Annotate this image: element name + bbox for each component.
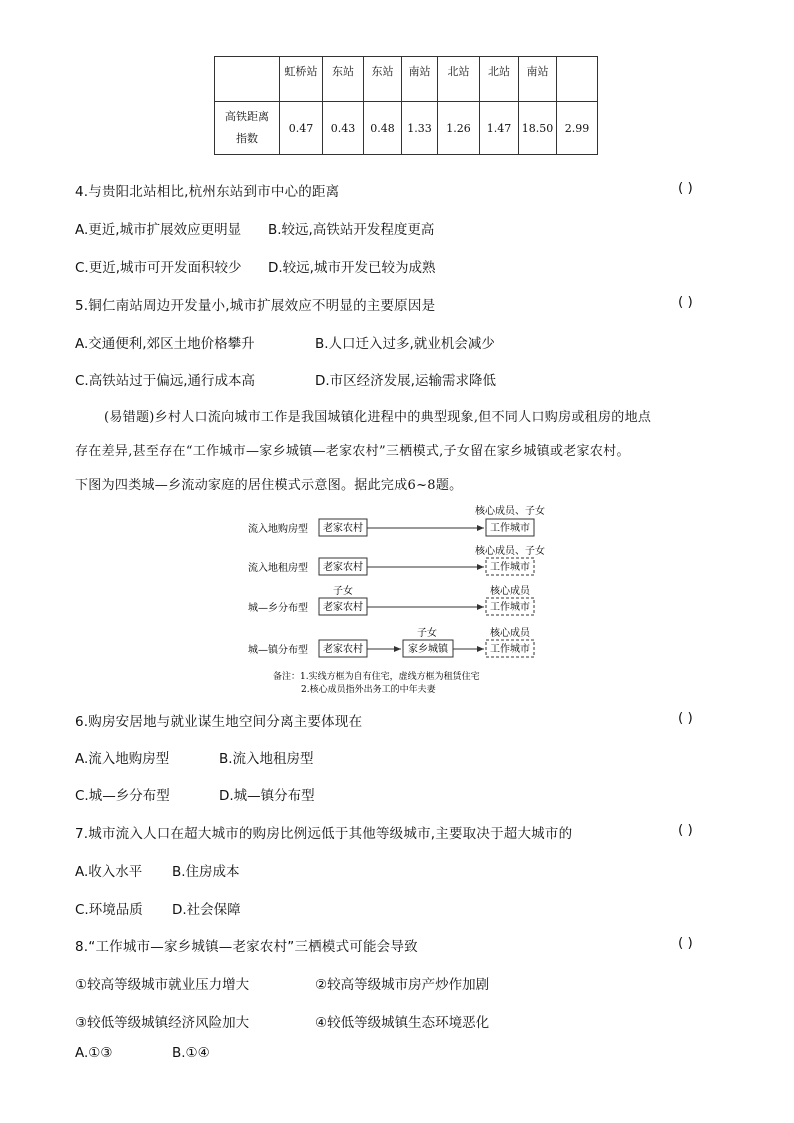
option-d: D.市区经济发展,运输需求降低 <box>315 373 496 389</box>
members-label: 子女 <box>333 586 353 597</box>
option-a: A.收入水平 <box>75 864 143 880</box>
option-c: C.高铁站过于偏远,通行成本高 <box>75 373 256 389</box>
option-b: B.人口迁入过多,就业机会减少 <box>315 336 495 352</box>
table-cell: 1.47 <box>480 102 519 155</box>
box-label: 工作城市 <box>490 523 530 534</box>
diagram-row-label: 城—镇分布型 <box>248 645 308 656</box>
diagram-note: 备注：1.实线方框为自有住宅，虚线方框为租赁住宅 <box>273 672 480 682</box>
distance-index-table <box>214 56 598 155</box>
option-b: B.①④ <box>172 1045 210 1061</box>
members-label: 子女 <box>417 628 437 639</box>
row-label-line: 高铁距离 <box>225 110 269 123</box>
answer-blank: ( ) <box>678 935 693 951</box>
table-header-cell <box>557 57 598 102</box>
answer-blank: ( ) <box>678 822 693 838</box>
answer-blank: ( ) <box>678 294 693 310</box>
table-cell: 0.43 <box>323 102 364 155</box>
answer-blank: ( ) <box>678 710 693 726</box>
question-7-stem: 7.城市流入人口在超大城市的购房比例远低于其他等级城市,主要取决于超大城市的 <box>75 826 573 842</box>
residence-pattern-diagram <box>240 500 560 700</box>
option-d: D.城—镇分布型 <box>219 788 315 804</box>
box-label: 老家农村 <box>323 523 363 534</box>
question-4-stem: 4.与贵阳北站相比,杭州东站到市中心的距离 <box>75 184 340 200</box>
option-b: B.住房成本 <box>172 864 240 880</box>
option-c: C.城—乡分布型 <box>75 788 170 804</box>
box-label: 老家农村 <box>323 562 363 573</box>
table-header-cell: 南站 <box>402 57 438 102</box>
question-8-stem: 8.“工作城市—家乡城镇—老家农村”三栖模式可能会导致 <box>75 939 418 955</box>
table-cell: 1.33 <box>402 102 438 155</box>
diagram-row-label: 流入地租房型 <box>248 563 308 574</box>
option-c: C.环境品质 <box>75 902 143 918</box>
box-label: 工作城市 <box>490 602 530 613</box>
passage-line: 存在差异,甚至存在“工作城市—家乡城镇—老家农村”三栖模式,子女留在家乡城镇或老家农村。 <box>75 444 630 459</box>
box-label: 工作城市 <box>490 562 530 573</box>
table-cell: 18.50 <box>519 102 557 155</box>
diagram-row-label: 流入地购房型 <box>248 524 308 535</box>
table-header-cell: 东站 <box>364 57 402 102</box>
members-label: 核心成员 <box>490 586 530 597</box>
table-header-cell <box>215 57 280 102</box>
option-a: A.交通便利,郊区土地价格攀升 <box>75 336 255 352</box>
table-cell: 0.48 <box>364 102 402 155</box>
table-cell: 2.99 <box>557 102 598 155</box>
table-cell: 0.47 <box>280 102 323 155</box>
table-header-cell: 北站 <box>438 57 480 102</box>
box-label: 工作城市 <box>490 644 530 655</box>
statement-3: ③较低等级城镇经济风险加大 <box>75 1015 250 1031</box>
box-label: 老家农村 <box>323 644 363 655</box>
statement-4: ④较低等级城镇生态环境恶化 <box>315 1015 490 1031</box>
question-6-stem: 6.购房安居地与就业谋生地空间分离主要体现在 <box>75 714 363 730</box>
members-label: 核心成员、子女 <box>475 506 545 517</box>
option-b: B.较远,高铁站开发程度更高 <box>268 222 435 238</box>
diagram-row-label: 城—乡分布型 <box>248 603 308 614</box>
table-header-cell: 虹桥站 <box>280 57 323 102</box>
table-header-cell: 东站 <box>323 57 364 102</box>
passage-line: (易错题)乡村人口流向城市工作是我国城镇化进程中的典型现象,但不同人口购房或租房的地点 <box>104 410 652 425</box>
table-cell: 1.26 <box>438 102 480 155</box>
row-label-line: 指数 <box>236 132 258 145</box>
option-a: A.①③ <box>75 1045 113 1061</box>
passage-line: 下图为四类城—乡流动家庭的居住模式示意图。据此完成6~8题。 <box>75 478 463 493</box>
statement-2: ②较高等级城市房产炒作加剧 <box>315 977 490 993</box>
option-d: D.较远,城市开发已较为成熟 <box>268 260 436 276</box>
box-label: 老家农村 <box>323 602 363 613</box>
statement-1: ①较高等级城市就业压力增大 <box>75 977 250 993</box>
box-label: 家乡城镇 <box>408 644 448 655</box>
table-header-cell: 北站 <box>480 57 519 102</box>
table-row-label <box>215 102 280 155</box>
table-header-cell: 南站 <box>519 57 557 102</box>
diagram-note: 2.核心成员指外出务工的中年夫妻 <box>301 685 436 695</box>
option-a: A.更近,城市扩展效应更明显 <box>75 222 242 238</box>
members-label: 核心成员、子女 <box>475 546 545 557</box>
option-a: A.流入地购房型 <box>75 751 170 767</box>
members-label: 核心成员 <box>490 628 530 639</box>
option-d: D.社会保障 <box>172 902 241 918</box>
option-c: C.更近,城市可开发面积较少 <box>75 260 242 276</box>
question-5-stem: 5.铜仁南站周边开发量小,城市扩展效应不明显的主要原因是 <box>75 298 436 314</box>
answer-blank: ( ) <box>678 180 693 196</box>
option-b: B.流入地租房型 <box>219 751 314 767</box>
